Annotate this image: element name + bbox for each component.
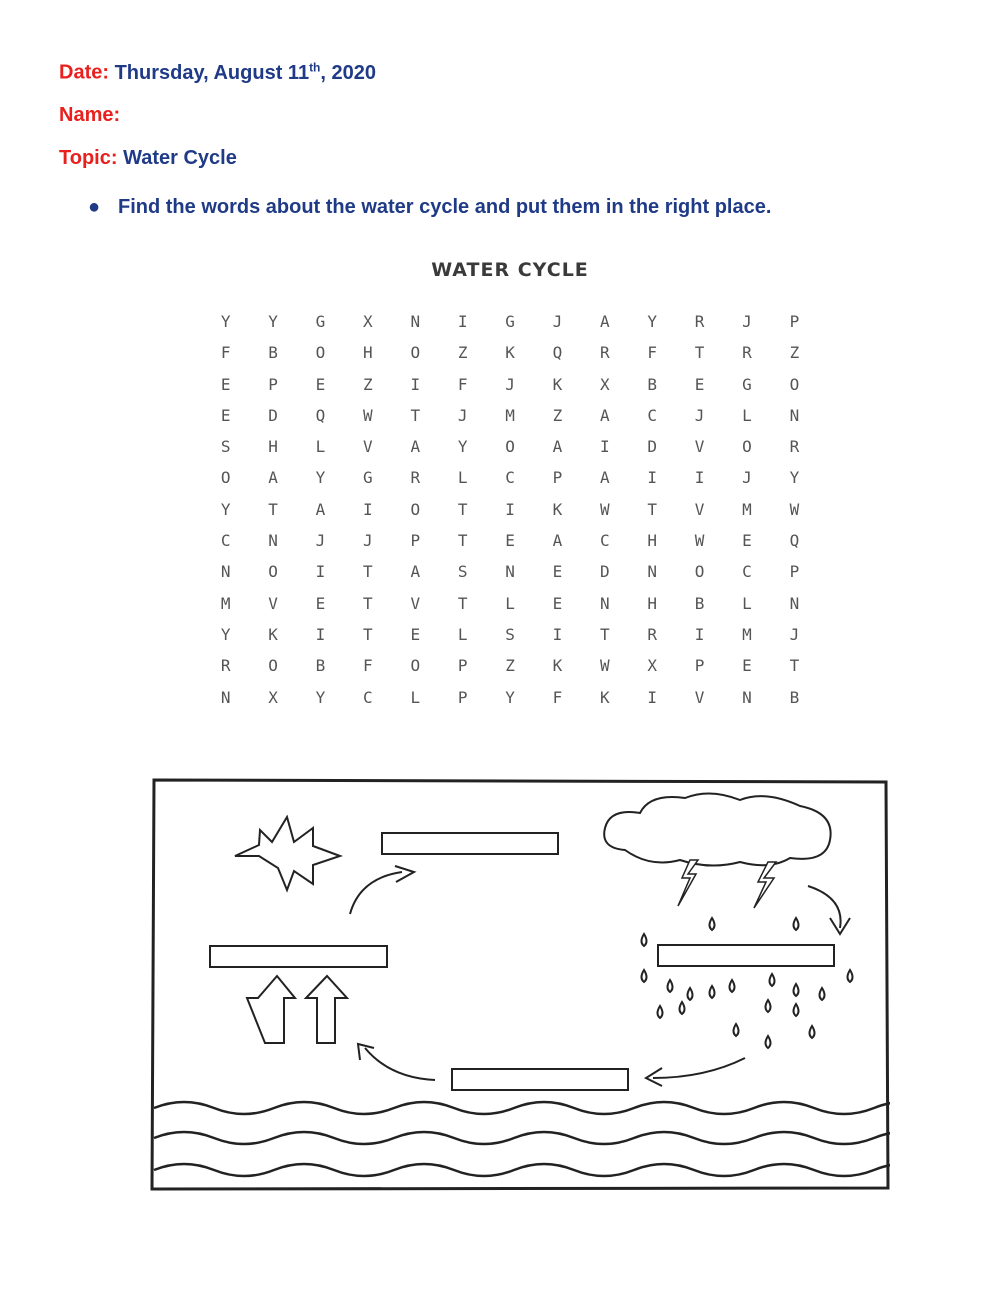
word-search-title: WATER CYCLE bbox=[431, 259, 589, 281]
cloud-icon bbox=[604, 793, 830, 865]
grid-letter[interactable]: X bbox=[647, 656, 658, 676]
grid-letter[interactable]: J bbox=[742, 468, 752, 488]
grid-letter[interactable]: K bbox=[552, 656, 563, 676]
grid-row bbox=[202, 556, 818, 587]
date-label: Date: bbox=[59, 61, 110, 84]
grid-letter[interactable]: Q bbox=[315, 405, 326, 425]
grid-letter[interactable]: I bbox=[647, 687, 658, 707]
grid-letter[interactable]: Q bbox=[552, 343, 563, 363]
grid-letter[interactable]: F bbox=[220, 343, 231, 363]
grid-letter[interactable]: J bbox=[505, 374, 515, 394]
bullet-icon: ● bbox=[88, 196, 101, 218]
grid-letter[interactable]: O bbox=[410, 499, 421, 519]
grid-letter[interactable]: I bbox=[315, 562, 326, 582]
grid-letter[interactable]: Y bbox=[505, 687, 515, 707]
grid-letter[interactable]: Y bbox=[457, 437, 468, 457]
grid-letter[interactable]: D bbox=[600, 562, 610, 582]
grid-letter[interactable]: H bbox=[647, 593, 658, 613]
grid-letter[interactable]: B bbox=[268, 343, 278, 363]
grid-letter[interactable]: L bbox=[410, 687, 421, 707]
grid-letter[interactable]: O bbox=[220, 468, 231, 488]
grid-row bbox=[202, 650, 818, 681]
grid-letter[interactable]: N bbox=[268, 531, 278, 551]
grid-letter[interactable]: Q bbox=[789, 531, 800, 551]
grid-letter[interactable]: C bbox=[647, 405, 658, 425]
grid-letter[interactable]: F bbox=[363, 656, 373, 676]
grid-letter[interactable]: P bbox=[694, 656, 705, 676]
grid-letter[interactable]: M bbox=[742, 499, 752, 519]
grid-row bbox=[202, 462, 818, 493]
grid-row bbox=[202, 494, 818, 525]
grid-letter[interactable]: Y bbox=[220, 499, 231, 519]
grid-letter[interactable]: V bbox=[410, 593, 421, 613]
grid-letter[interactable]: N bbox=[220, 562, 231, 582]
grid-letter[interactable]: J bbox=[742, 312, 752, 331]
grid-letter[interactable]: Y bbox=[315, 687, 326, 707]
grid-letter[interactable]: O bbox=[410, 656, 421, 676]
grid-row bbox=[202, 306, 818, 337]
grid-letter[interactable]: T bbox=[457, 499, 468, 519]
grid-letter[interactable]: T bbox=[600, 624, 610, 644]
grid-letter[interactable]: N bbox=[789, 593, 800, 613]
topic-value: Water Cycle bbox=[123, 147, 237, 169]
grid-letter[interactable]: T bbox=[647, 499, 658, 519]
grid-letter[interactable]: O bbox=[694, 562, 705, 582]
grid-letter[interactable]: B bbox=[694, 593, 705, 613]
grid-letter[interactable]: O bbox=[505, 437, 515, 457]
grid-row bbox=[202, 400, 818, 431]
grid-letter[interactable]: L bbox=[742, 405, 752, 425]
grid-letter[interactable]: J bbox=[552, 312, 563, 331]
grid-letter[interactable]: O bbox=[268, 656, 278, 676]
grid-letter[interactable]: O bbox=[410, 343, 421, 363]
grid-row bbox=[202, 337, 818, 368]
grid-letter[interactable]: Z bbox=[505, 656, 515, 676]
grid-letter[interactable]: F bbox=[552, 687, 563, 707]
grid-letter[interactable]: X bbox=[268, 687, 278, 707]
grid-letter[interactable]: X bbox=[363, 312, 373, 331]
grid-letter[interactable]: H bbox=[268, 437, 278, 457]
grid-letter[interactable]: I bbox=[647, 468, 658, 488]
grid-letter[interactable]: E bbox=[552, 593, 563, 613]
grid-letter[interactable]: E bbox=[742, 531, 752, 551]
grid-row bbox=[202, 682, 818, 713]
grid-letter[interactable]: P bbox=[789, 562, 800, 582]
topic-label: Topic: bbox=[59, 147, 118, 169]
grid-letter[interactable]: V bbox=[694, 687, 705, 707]
grid-letter[interactable]: A bbox=[600, 468, 610, 488]
grid-letter[interactable]: C bbox=[220, 531, 231, 551]
topic-line bbox=[59, 147, 237, 170]
grid-letter[interactable]: N bbox=[600, 593, 610, 613]
grid-letter[interactable]: G bbox=[505, 312, 515, 331]
grid-letter[interactable]: Y bbox=[647, 312, 658, 331]
grid-letter[interactable]: C bbox=[505, 468, 515, 488]
grid-letter[interactable]: C bbox=[600, 531, 610, 551]
grid-letter[interactable]: B bbox=[789, 687, 800, 707]
grid-letter[interactable]: T bbox=[457, 593, 468, 613]
answer-box-precipitation[interactable] bbox=[658, 945, 834, 966]
grid-letter[interactable]: J bbox=[457, 405, 468, 425]
grid-letter[interactable]: O bbox=[268, 562, 278, 582]
grid-letter[interactable]: E bbox=[410, 624, 421, 644]
grid-letter[interactable]: T bbox=[363, 562, 373, 582]
grid-letter[interactable]: R bbox=[600, 343, 610, 363]
grid-letter[interactable]: J bbox=[363, 531, 373, 551]
grid-letter[interactable]: W bbox=[600, 499, 610, 519]
grid-letter[interactable]: G bbox=[742, 374, 752, 394]
grid-letter[interactable]: G bbox=[363, 468, 373, 488]
grid-letter[interactable]: W bbox=[600, 656, 610, 676]
grid-letter[interactable]: I bbox=[457, 312, 468, 331]
grid-letter[interactable]: P bbox=[268, 374, 278, 394]
name-line bbox=[59, 104, 120, 127]
grid-letter[interactable]: I bbox=[410, 374, 421, 394]
grid-letter[interactable]: B bbox=[647, 374, 658, 394]
grid-letter[interactable]: R bbox=[410, 468, 421, 488]
grid-letter[interactable]: E bbox=[505, 531, 515, 551]
grid-letter[interactable]: K bbox=[552, 499, 563, 519]
name-label: Name: bbox=[59, 104, 121, 126]
grid-letter[interactable]: V bbox=[363, 437, 373, 457]
grid-row bbox=[202, 431, 818, 462]
grid-letter[interactable]: X bbox=[600, 374, 610, 394]
grid-letter[interactable]: J bbox=[789, 624, 800, 644]
grid-letter[interactable]: E bbox=[315, 374, 326, 394]
instruction-text: Find the words about the water cycle and put them in the right place. bbox=[118, 196, 772, 218]
grid-row bbox=[202, 369, 818, 400]
grid-letter[interactable]: Y bbox=[220, 624, 231, 644]
grid-letter[interactable]: A bbox=[600, 312, 610, 331]
answer-box-condensation[interactable] bbox=[382, 833, 558, 854]
grid-letter[interactable]: T bbox=[363, 593, 373, 613]
grid-letter[interactable]: L bbox=[505, 593, 515, 613]
grid-letter[interactable]: Y bbox=[315, 468, 326, 488]
water-waves-icon bbox=[154, 1102, 890, 1176]
grid-letter[interactable]: M bbox=[505, 405, 515, 425]
grid-letter[interactable]: J bbox=[315, 531, 326, 551]
grid-letter[interactable]: Y bbox=[789, 468, 800, 488]
grid-letter[interactable]: E bbox=[552, 562, 563, 582]
grid-letter[interactable]: M bbox=[742, 624, 752, 644]
raindrops-icon bbox=[642, 918, 853, 1048]
grid-letter[interactable]: I bbox=[694, 468, 705, 488]
grid-letter[interactable]: E bbox=[694, 374, 705, 394]
grid-letter[interactable]: Z bbox=[789, 343, 800, 363]
grid-letter[interactable]: T bbox=[410, 405, 421, 425]
grid-letter[interactable]: L bbox=[457, 624, 468, 644]
grid-letter[interactable]: T bbox=[268, 499, 278, 519]
grid-letter[interactable]: S bbox=[505, 624, 515, 644]
evaporation-arrows-icon bbox=[247, 976, 347, 1043]
grid-letter[interactable]: W bbox=[789, 499, 800, 519]
grid-letter[interactable]: K bbox=[505, 343, 515, 363]
grid-letter[interactable]: P bbox=[789, 312, 800, 331]
grid-letter[interactable]: P bbox=[410, 531, 421, 551]
grid-letter[interactable]: R bbox=[694, 312, 705, 331]
grid-letter[interactable]: W bbox=[694, 531, 705, 551]
grid-letter[interactable]: C bbox=[363, 687, 373, 707]
grid-letter[interactable]: E bbox=[315, 593, 326, 613]
grid-letter[interactable]: N bbox=[789, 405, 800, 425]
grid-letter[interactable]: Y bbox=[268, 312, 278, 331]
grid-letter[interactable]: I bbox=[694, 624, 705, 644]
grid-letter[interactable]: O bbox=[315, 343, 326, 363]
grid-row bbox=[202, 619, 818, 650]
grid-letter[interactable]: A bbox=[552, 437, 563, 457]
grid-letter[interactable]: Z bbox=[457, 343, 468, 363]
grid-letter[interactable]: N bbox=[220, 687, 231, 707]
grid-letter[interactable]: R bbox=[220, 656, 231, 676]
grid-letter[interactable]: V bbox=[268, 593, 278, 613]
grid-letter[interactable]: T bbox=[363, 624, 373, 644]
answer-box-collection[interactable] bbox=[452, 1069, 628, 1090]
grid-letter[interactable]: O bbox=[742, 437, 752, 457]
grid-letter[interactable]: W bbox=[363, 405, 373, 425]
grid-letter[interactable]: I bbox=[505, 499, 515, 519]
grid-letter[interactable]: L bbox=[742, 593, 752, 613]
grid-letter[interactable]: E bbox=[220, 374, 231, 394]
grid-letter[interactable]: I bbox=[552, 624, 563, 644]
grid-letter[interactable]: A bbox=[268, 468, 278, 488]
grid-letter[interactable]: C bbox=[742, 562, 752, 582]
grid-letter[interactable]: Y bbox=[220, 312, 231, 331]
grid-letter[interactable]: H bbox=[363, 343, 373, 363]
grid-row bbox=[202, 525, 818, 556]
grid-letter[interactable]: P bbox=[457, 656, 468, 676]
grid-letter[interactable]: A bbox=[552, 531, 563, 551]
grid-letter[interactable]: E bbox=[220, 405, 231, 425]
grid-letter[interactable]: E bbox=[742, 656, 752, 676]
grid-letter[interactable]: V bbox=[694, 437, 705, 457]
grid-letter[interactable]: A bbox=[315, 499, 326, 519]
grid-letter[interactable]: A bbox=[410, 562, 421, 582]
grid-letter[interactable]: N bbox=[742, 687, 752, 707]
grid-letter[interactable]: N bbox=[410, 312, 421, 331]
grid-letter[interactable]: D bbox=[647, 437, 658, 457]
grid-letter[interactable]: P bbox=[457, 687, 468, 707]
grid-letter[interactable]: R bbox=[789, 437, 800, 457]
grid-letter[interactable]: A bbox=[600, 405, 610, 425]
grid-letter[interactable]: I bbox=[315, 624, 326, 644]
sun-icon bbox=[235, 817, 340, 890]
grid-letter[interactable]: K bbox=[552, 374, 563, 394]
grid-letter[interactable]: M bbox=[220, 593, 231, 613]
instruction bbox=[88, 196, 771, 219]
grid-letter[interactable]: B bbox=[315, 656, 326, 676]
grid-letter[interactable]: I bbox=[600, 437, 610, 457]
grid-row bbox=[202, 588, 818, 619]
grid-letter[interactable]: N bbox=[505, 562, 515, 582]
grid-letter[interactable]: D bbox=[268, 405, 278, 425]
grid-letter[interactable]: V bbox=[694, 499, 705, 519]
grid-letter[interactable]: K bbox=[600, 687, 610, 707]
grid-letter[interactable]: K bbox=[268, 624, 278, 644]
grid-letter[interactable]: L bbox=[315, 437, 326, 457]
grid-letter[interactable]: O bbox=[789, 374, 800, 394]
word-search-grid[interactable] bbox=[202, 306, 818, 713]
cycle-arrows-icon bbox=[350, 866, 850, 1086]
grid-letter[interactable]: J bbox=[694, 405, 705, 425]
grid-letter[interactable]: S bbox=[220, 437, 231, 457]
grid-letter[interactable]: I bbox=[363, 499, 373, 519]
grid-letter[interactable]: T bbox=[694, 343, 705, 363]
grid-letter[interactable]: F bbox=[457, 374, 468, 394]
grid-letter[interactable]: H bbox=[647, 531, 658, 551]
grid-letter[interactable]: F bbox=[647, 343, 658, 363]
date-value: Thursday, August 11th, 2020 bbox=[114, 60, 376, 84]
grid-letter[interactable]: A bbox=[410, 437, 421, 457]
answer-box-evaporation[interactable] bbox=[210, 946, 387, 967]
grid-letter[interactable]: L bbox=[457, 468, 468, 488]
grid-letter[interactable]: G bbox=[315, 312, 326, 331]
grid-letter[interactable]: Z bbox=[363, 374, 373, 394]
grid-letter[interactable]: R bbox=[647, 624, 658, 644]
grid-letter[interactable]: N bbox=[647, 562, 658, 582]
grid-letter[interactable]: Z bbox=[552, 405, 563, 425]
grid-letter[interactable]: T bbox=[789, 656, 800, 676]
grid-letter[interactable]: R bbox=[742, 343, 752, 363]
grid-letter[interactable]: P bbox=[552, 468, 563, 488]
grid-letter[interactable]: S bbox=[457, 562, 468, 582]
grid-letter[interactable]: T bbox=[457, 531, 468, 551]
water-cycle-diagram bbox=[150, 778, 890, 1193]
lightning-icon bbox=[678, 860, 776, 908]
date-line bbox=[59, 60, 376, 85]
